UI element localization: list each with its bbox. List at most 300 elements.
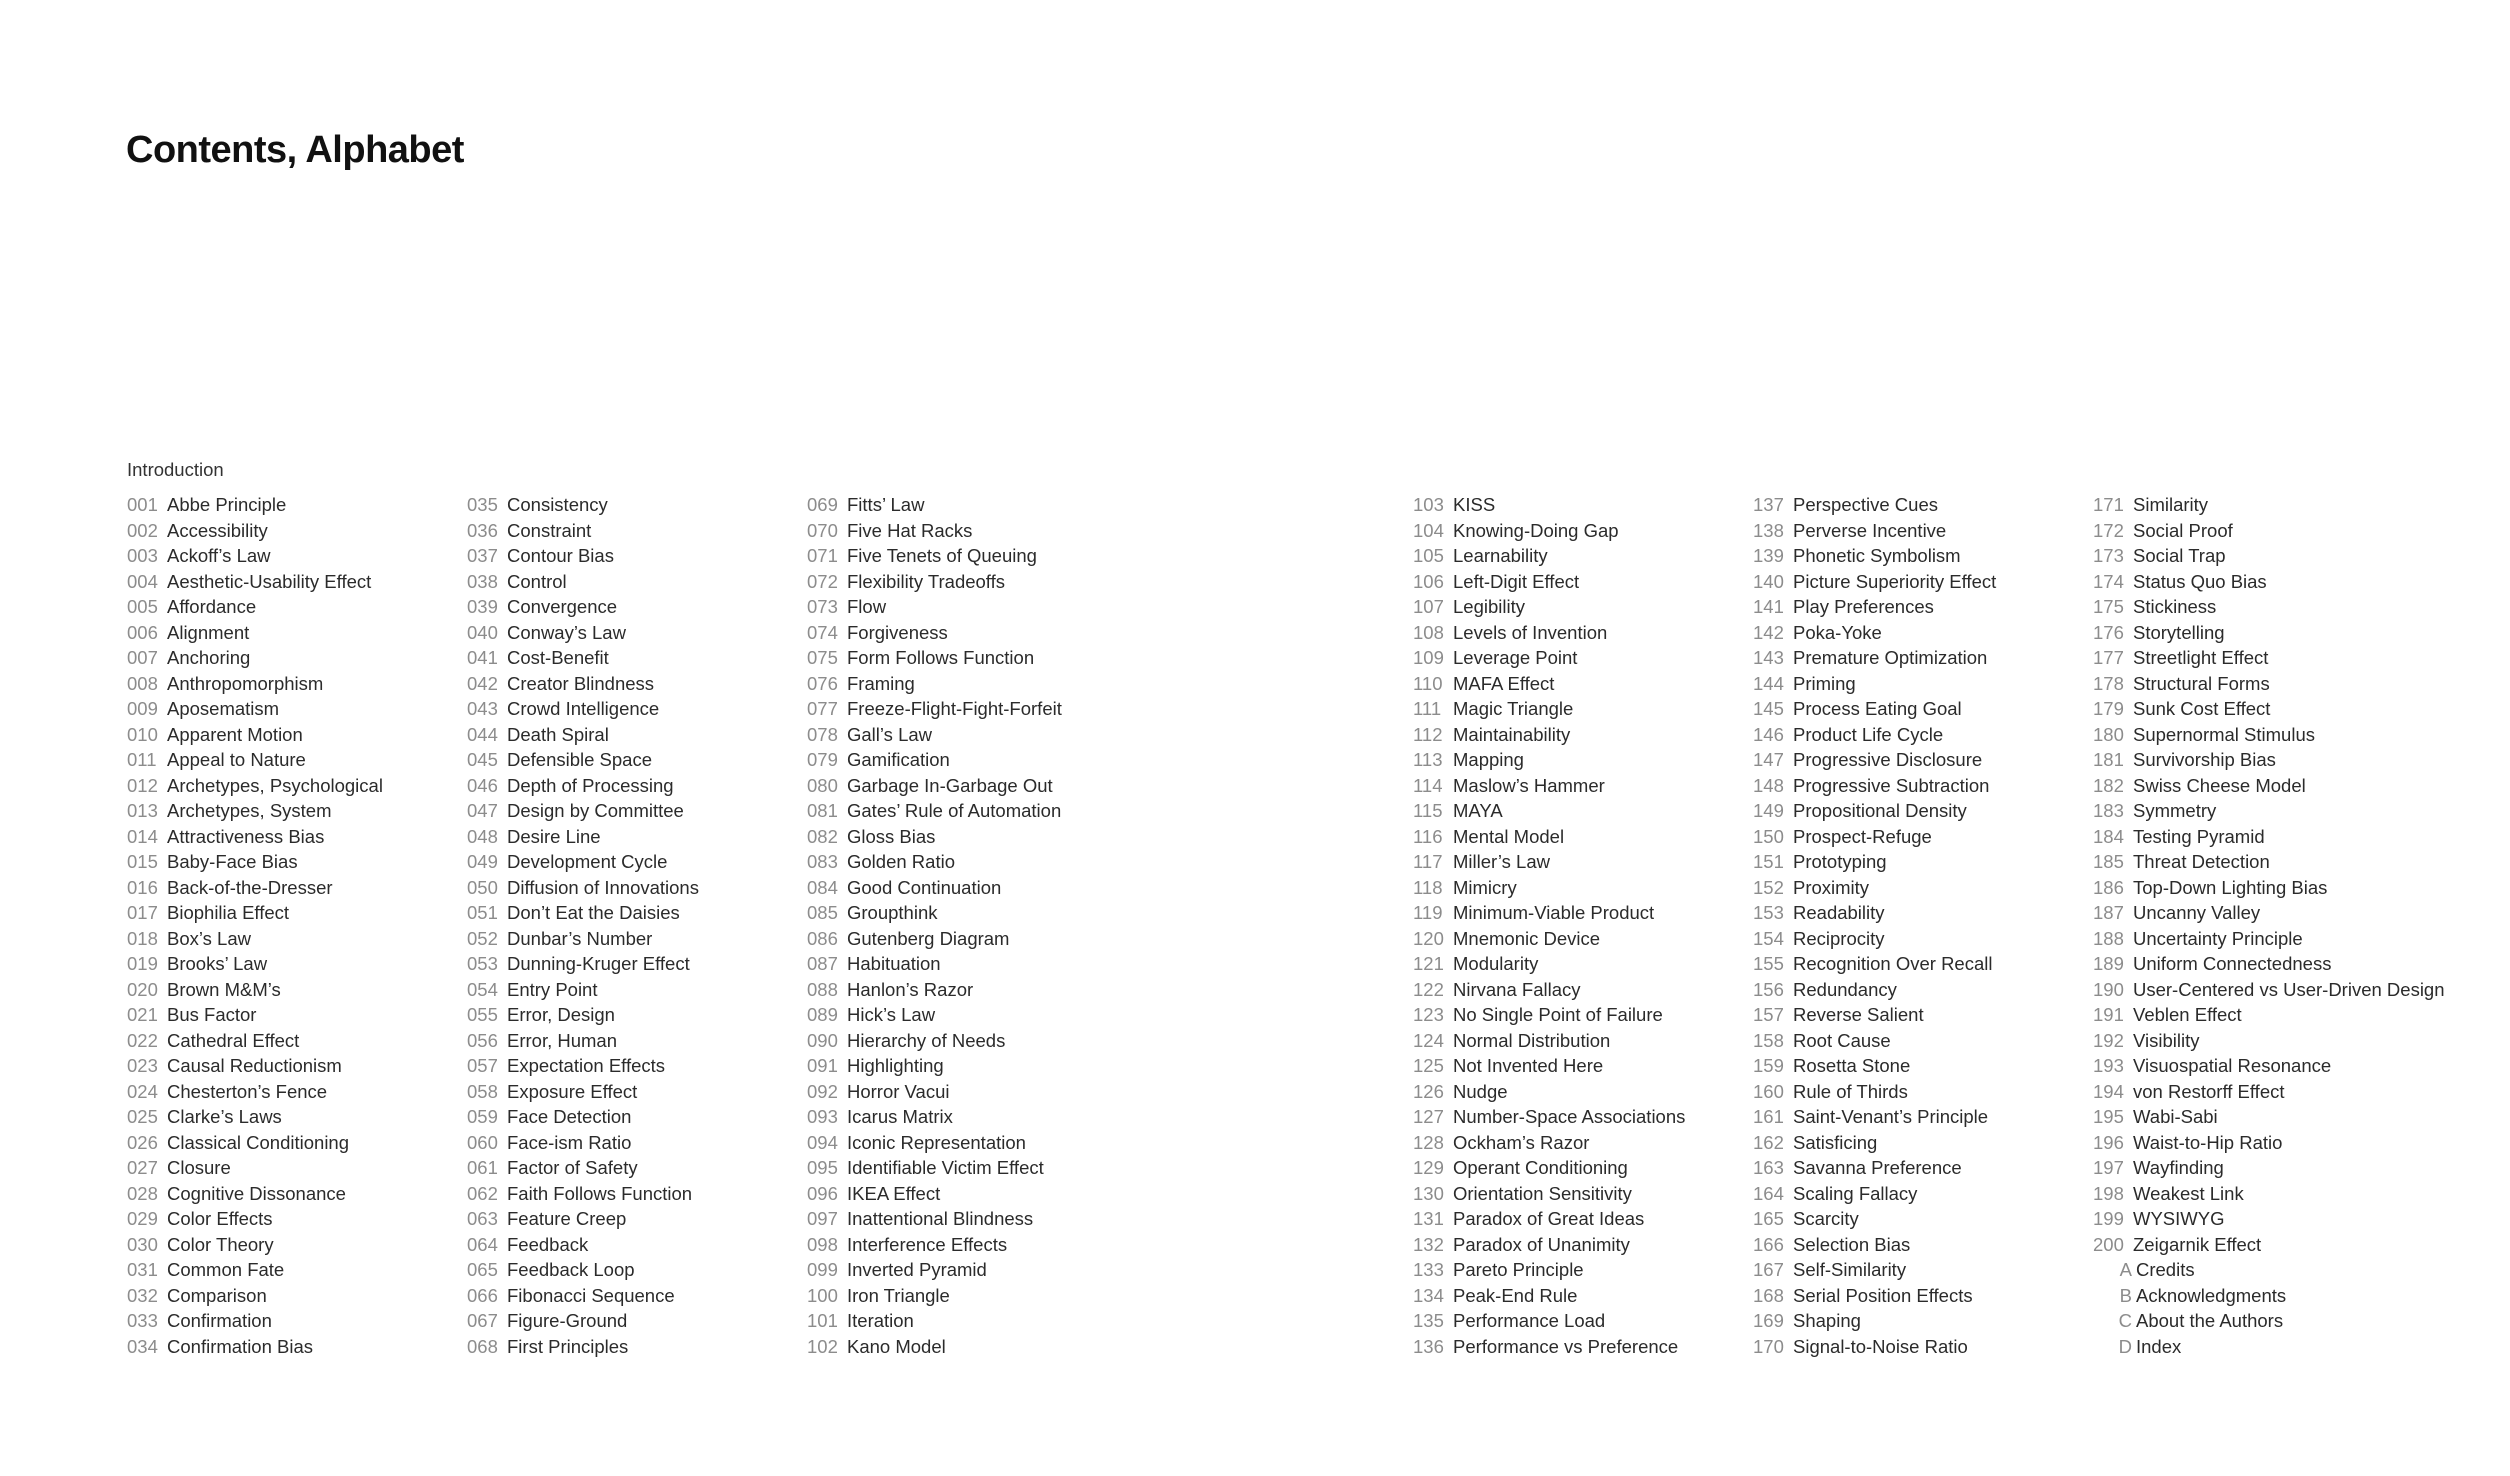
toc-entry[interactable] bbox=[1413, 1104, 1685, 1130]
toc-entry[interactable] bbox=[2093, 569, 2445, 595]
toc-entry[interactable] bbox=[1413, 849, 1685, 875]
toc-entry-title: Archetypes, System bbox=[167, 800, 332, 821]
toc-entry-number: 026 bbox=[127, 1131, 158, 1153]
toc-entry-title: Design by Committee bbox=[507, 800, 684, 821]
toc-entry[interactable] bbox=[1413, 696, 1685, 722]
toc-entry[interactable] bbox=[2093, 747, 2445, 773]
toc-entry[interactable] bbox=[807, 773, 1062, 799]
toc-entry-title: Acknowledgments bbox=[2136, 1284, 2287, 1306]
toc-entry-number: 158 bbox=[1753, 1029, 1784, 1051]
toc-entry[interactable] bbox=[2093, 518, 2445, 544]
toc-entry[interactable] bbox=[1753, 747, 1996, 773]
toc-entry[interactable] bbox=[127, 594, 383, 620]
toc-entry[interactable] bbox=[807, 594, 1062, 620]
toc-entry[interactable] bbox=[127, 849, 383, 875]
toc-entry[interactable] bbox=[1753, 875, 1996, 901]
toc-entry-title: Ockham’s Razor bbox=[1453, 1131, 1590, 1153]
toc-entry[interactable] bbox=[807, 620, 1062, 646]
toc-entry-title: Magic Triangle bbox=[1453, 698, 1574, 719]
toc-entry[interactable] bbox=[2093, 1283, 2445, 1309]
toc-entry[interactable] bbox=[1753, 773, 1996, 799]
toc-entry[interactable] bbox=[807, 1257, 1062, 1283]
toc-entry[interactable] bbox=[1413, 543, 1685, 569]
toc-entry-title: Index bbox=[2136, 1335, 2182, 1357]
toc-entry[interactable] bbox=[807, 722, 1062, 748]
toc-entry[interactable] bbox=[1413, 1053, 1685, 1079]
toc-entry[interactable] bbox=[467, 900, 699, 926]
toc-entry-title: Uncanny Valley bbox=[2133, 902, 2261, 923]
toc-entry[interactable] bbox=[467, 747, 699, 773]
toc-entry[interactable] bbox=[1753, 1181, 1996, 1207]
toc-column-3 bbox=[807, 492, 1062, 1359]
toc-entry-title: Comparison bbox=[167, 1284, 267, 1306]
toc-entry[interactable] bbox=[807, 977, 1062, 1003]
toc-entry[interactable] bbox=[807, 1334, 1062, 1360]
toc-entry[interactable] bbox=[467, 824, 699, 850]
toc-entry-number: 171 bbox=[2093, 494, 2124, 515]
toc-entry-title: Aesthetic-Usability Effect bbox=[167, 570, 372, 592]
toc-entry[interactable] bbox=[127, 1104, 383, 1130]
toc-entry-title: Nirvana Fallacy bbox=[1453, 978, 1581, 1000]
toc-entry[interactable] bbox=[467, 671, 699, 697]
toc-entry-number: 190 bbox=[2093, 978, 2124, 1000]
toc-entry[interactable] bbox=[127, 977, 383, 1003]
toc-entry[interactable] bbox=[1413, 1028, 1685, 1054]
toc-entry[interactable] bbox=[807, 1053, 1062, 1079]
toc-entry[interactable] bbox=[1413, 773, 1685, 799]
toc-entry[interactable] bbox=[1413, 1206, 1685, 1232]
toc-entry[interactable] bbox=[127, 900, 383, 926]
toc-entry[interactable] bbox=[2093, 1002, 2445, 1028]
toc-entry[interactable] bbox=[467, 620, 699, 646]
toc-entry[interactable] bbox=[1413, 1155, 1685, 1181]
toc-entry-number: 107 bbox=[1413, 596, 1444, 617]
toc-entry[interactable] bbox=[807, 951, 1062, 977]
toc-entry[interactable] bbox=[1753, 1053, 1996, 1079]
toc-entry[interactable] bbox=[807, 1130, 1062, 1156]
toc-entry-title: Shaping bbox=[1793, 1310, 1861, 1331]
toc-entry[interactable] bbox=[127, 569, 383, 595]
toc-entry[interactable] bbox=[2093, 875, 2445, 901]
toc-entry[interactable] bbox=[1753, 1104, 1996, 1130]
toc-entry[interactable] bbox=[2093, 671, 2445, 697]
toc-entry[interactable] bbox=[1413, 569, 1685, 595]
toc-entry-title: Control bbox=[507, 570, 567, 592]
toc-entry[interactable] bbox=[807, 824, 1062, 850]
toc-entry[interactable] bbox=[1413, 1308, 1685, 1334]
toc-entry[interactable] bbox=[127, 722, 383, 748]
toc-entry-title: Fibonacci Sequence bbox=[507, 1284, 675, 1306]
toc-entry[interactable] bbox=[807, 900, 1062, 926]
toc-entry[interactable] bbox=[1413, 900, 1685, 926]
toc-entry[interactable] bbox=[1753, 1206, 1996, 1232]
toc-entry-title: Top-Down Lighting Bias bbox=[2133, 876, 2328, 898]
toc-entry-number: 099 bbox=[807, 1259, 838, 1280]
toc-entry[interactable] bbox=[2093, 1028, 2445, 1054]
toc-entry[interactable] bbox=[467, 773, 699, 799]
toc-entry[interactable] bbox=[467, 1257, 699, 1283]
toc-entry[interactable] bbox=[2093, 1308, 2445, 1334]
toc-entry[interactable] bbox=[1413, 1257, 1685, 1283]
toc-entry[interactable] bbox=[1413, 492, 1685, 518]
toc-entry[interactable] bbox=[807, 696, 1062, 722]
toc-entry-number: 075 bbox=[807, 647, 838, 668]
toc-entry[interactable] bbox=[1753, 518, 1996, 544]
toc-entry-number: 112 bbox=[1413, 723, 1443, 745]
toc-entry-number: 137 bbox=[1753, 494, 1784, 515]
toc-entry[interactable] bbox=[467, 849, 699, 875]
toc-entry[interactable] bbox=[127, 1334, 383, 1360]
toc-entry[interactable] bbox=[2093, 1206, 2445, 1232]
toc-entry-title: Signal-to-Noise Ratio bbox=[1793, 1335, 1968, 1357]
toc-entry[interactable] bbox=[1753, 1257, 1996, 1283]
toc-entry[interactable] bbox=[467, 696, 699, 722]
toc-entry[interactable] bbox=[807, 1181, 1062, 1207]
toc-entry-title: Identifiable Victim Effect bbox=[847, 1157, 1044, 1178]
toc-entry-title: Play Preferences bbox=[1793, 596, 1934, 617]
toc-entry-title: Priming bbox=[1793, 672, 1856, 694]
toc-entry-title: Performance Load bbox=[1453, 1310, 1606, 1331]
toc-entry-title: Faith Follows Function bbox=[507, 1182, 693, 1204]
toc-entry-title: Pareto Principle bbox=[1453, 1259, 1584, 1280]
toc-entry-number: 073 bbox=[807, 596, 838, 617]
toc-entry[interactable] bbox=[467, 1283, 699, 1309]
toc-entry[interactable] bbox=[807, 798, 1062, 824]
toc-entry[interactable] bbox=[2093, 1053, 2445, 1079]
toc-entry[interactable] bbox=[2093, 543, 2445, 569]
toc-entry-title: Color Effects bbox=[167, 1208, 273, 1229]
toc-entry-title: Performance vs Preference bbox=[1453, 1335, 1679, 1357]
toc-entry[interactable] bbox=[2093, 1079, 2445, 1105]
toc-entry[interactable] bbox=[127, 645, 383, 671]
toc-entry[interactable] bbox=[807, 569, 1062, 595]
toc-entry-number: 087 bbox=[807, 953, 838, 974]
toc-entry[interactable] bbox=[467, 1028, 699, 1054]
toc-entry[interactable] bbox=[467, 1104, 699, 1130]
toc-entry[interactable] bbox=[467, 1155, 699, 1181]
toc-entry[interactable] bbox=[467, 926, 699, 952]
toc-entry[interactable] bbox=[127, 875, 383, 901]
toc-entry[interactable] bbox=[2093, 722, 2445, 748]
toc-entry-title: Selection Bias bbox=[1793, 1233, 1911, 1255]
toc-entry[interactable] bbox=[807, 492, 1062, 518]
toc-entry[interactable] bbox=[127, 824, 383, 850]
toc-entry[interactable] bbox=[807, 518, 1062, 544]
toc-entry[interactable] bbox=[467, 1308, 699, 1334]
toc-entry[interactable] bbox=[127, 773, 383, 799]
toc-entry-title: Defensible Space bbox=[507, 749, 653, 770]
toc-entry-number: 007 bbox=[127, 647, 158, 668]
toc-entry[interactable] bbox=[807, 1155, 1062, 1181]
toc-entry-number: 148 bbox=[1753, 774, 1784, 796]
toc-entry[interactable] bbox=[1753, 543, 1996, 569]
toc-entry[interactable] bbox=[807, 747, 1062, 773]
toc-entry[interactable] bbox=[807, 671, 1062, 697]
toc-entry[interactable] bbox=[127, 951, 383, 977]
toc-entry-number: 155 bbox=[1753, 953, 1784, 974]
toc-entry[interactable] bbox=[127, 1130, 383, 1156]
toc-entry[interactable] bbox=[1753, 1155, 1996, 1181]
toc-entry-title: Contour Bias bbox=[507, 545, 614, 566]
toc-entry[interactable] bbox=[467, 543, 699, 569]
toc-entry[interactable] bbox=[467, 1334, 699, 1360]
toc-entry-number: 160 bbox=[1753, 1080, 1784, 1102]
toc-entry[interactable] bbox=[1413, 1334, 1685, 1360]
toc-entry-title: Exposure Effect bbox=[507, 1080, 638, 1102]
toc-entry[interactable] bbox=[127, 518, 383, 544]
toc-entry[interactable] bbox=[2093, 849, 2445, 875]
toc-entry-title: Wabi-Sabi bbox=[2133, 1106, 2218, 1127]
toc-entry[interactable] bbox=[1753, 1130, 1996, 1156]
toc-entry[interactable] bbox=[1753, 926, 1996, 952]
toc-entry[interactable] bbox=[127, 492, 383, 518]
toc-entry[interactable] bbox=[807, 1104, 1062, 1130]
toc-entry[interactable] bbox=[1413, 875, 1685, 901]
toc-entry[interactable] bbox=[1413, 1283, 1685, 1309]
toc-entry[interactable] bbox=[807, 1308, 1062, 1334]
toc-entry[interactable] bbox=[2093, 492, 2445, 518]
toc-entry[interactable] bbox=[2093, 594, 2445, 620]
toc-entry[interactable] bbox=[127, 1206, 383, 1232]
toc-entry[interactable] bbox=[127, 1079, 383, 1105]
toc-entry[interactable] bbox=[2093, 1257, 2445, 1283]
toc-entry[interactable] bbox=[2093, 900, 2445, 926]
toc-entry[interactable] bbox=[1753, 900, 1996, 926]
toc-entry[interactable] bbox=[2093, 926, 2445, 952]
toc-entry[interactable] bbox=[467, 569, 699, 595]
toc-entry-number: 133 bbox=[1413, 1259, 1444, 1280]
toc-entry[interactable] bbox=[127, 1155, 383, 1181]
toc-entry[interactable] bbox=[807, 926, 1062, 952]
toc-entry-number: 095 bbox=[807, 1157, 838, 1178]
toc-entry-number: 146 bbox=[1753, 723, 1784, 745]
toc-entry-title: Confirmation Bias bbox=[167, 1335, 314, 1357]
toc-entry[interactable] bbox=[807, 1028, 1062, 1054]
toc-entry-title: Fitts’ Law bbox=[847, 494, 925, 515]
toc-entry[interactable] bbox=[127, 798, 383, 824]
toc-entry[interactable] bbox=[1413, 722, 1685, 748]
toc-entry-number: 036 bbox=[467, 519, 498, 541]
toc-entry[interactable] bbox=[807, 1002, 1062, 1028]
toc-entry[interactable] bbox=[1753, 1308, 1996, 1334]
toc-entry[interactable] bbox=[1753, 1028, 1996, 1054]
toc-entry-title: Progressive Disclosure bbox=[1793, 749, 1983, 770]
toc-entry[interactable] bbox=[127, 926, 383, 952]
toc-entry-title: Reverse Salient bbox=[1793, 1004, 1924, 1025]
toc-entry-title: Status Quo Bias bbox=[2133, 570, 2267, 592]
toc-entry-title: Constraint bbox=[507, 519, 592, 541]
toc-entry[interactable] bbox=[1413, 1181, 1685, 1207]
toc-entry[interactable] bbox=[127, 1002, 383, 1028]
toc-entry-number: 008 bbox=[127, 672, 158, 694]
toc-entry[interactable] bbox=[2093, 798, 2445, 824]
toc-entry[interactable] bbox=[1753, 722, 1996, 748]
toc-entry[interactable] bbox=[467, 1053, 699, 1079]
toc-entry-number: 015 bbox=[127, 851, 158, 872]
toc-entry[interactable] bbox=[127, 1028, 383, 1054]
toc-entry-number: 109 bbox=[1413, 647, 1444, 668]
toc-entry-number: 177 bbox=[2093, 647, 2124, 668]
toc-entry-number: 116 bbox=[1413, 825, 1443, 847]
toc-entry[interactable] bbox=[467, 518, 699, 544]
toc-entry[interactable] bbox=[807, 1283, 1062, 1309]
toc-entry-number: 185 bbox=[2093, 851, 2124, 872]
toc-entry[interactable] bbox=[807, 1079, 1062, 1105]
toc-entry-title: Product Life Cycle bbox=[1793, 723, 1944, 745]
toc-entry[interactable] bbox=[467, 645, 699, 671]
toc-entry[interactable] bbox=[2093, 1104, 2445, 1130]
toc-entry[interactable] bbox=[2093, 1232, 2445, 1258]
toc-entry[interactable] bbox=[127, 696, 383, 722]
toc-entry[interactable] bbox=[2093, 773, 2445, 799]
toc-entry-number: 053 bbox=[467, 953, 498, 974]
toc-entry[interactable] bbox=[1753, 594, 1996, 620]
toc-entry[interactable] bbox=[1753, 620, 1996, 646]
toc-entry-number: 068 bbox=[467, 1335, 498, 1357]
toc-entry-number: 067 bbox=[467, 1310, 498, 1331]
toc-entry-number: 077 bbox=[807, 698, 838, 719]
toc-entry-number: 184 bbox=[2093, 825, 2124, 847]
toc-entry[interactable] bbox=[1753, 645, 1996, 671]
toc-entry[interactable] bbox=[467, 594, 699, 620]
toc-entry[interactable] bbox=[1413, 1002, 1685, 1028]
toc-entry[interactable] bbox=[467, 875, 699, 901]
toc-entry[interactable] bbox=[1753, 569, 1996, 595]
toc-entry[interactable] bbox=[1753, 1079, 1996, 1105]
toc-entry[interactable] bbox=[1753, 1334, 1996, 1360]
toc-entry[interactable] bbox=[1753, 798, 1996, 824]
toc-entry[interactable] bbox=[2093, 1334, 2445, 1360]
toc-entry-number: 197 bbox=[2093, 1157, 2124, 1178]
toc-entry-number: 132 bbox=[1413, 1233, 1444, 1255]
toc-entry-title: Feedback Loop bbox=[507, 1259, 635, 1280]
toc-entry[interactable] bbox=[127, 543, 383, 569]
toc-entry-title: Iteration bbox=[847, 1310, 914, 1331]
toc-entry[interactable] bbox=[807, 543, 1062, 569]
toc-entry-number: 045 bbox=[467, 749, 498, 770]
toc-entry[interactable] bbox=[1413, 518, 1685, 544]
toc-entry[interactable] bbox=[467, 798, 699, 824]
toc-entry[interactable] bbox=[1753, 1283, 1996, 1309]
toc-entry[interactable] bbox=[467, 977, 699, 1003]
toc-entry-title: Stickiness bbox=[2133, 596, 2217, 617]
toc-entry[interactable] bbox=[2093, 645, 2445, 671]
toc-entry[interactable] bbox=[807, 875, 1062, 901]
toc-entry[interactable] bbox=[1413, 951, 1685, 977]
toc-entry[interactable] bbox=[1413, 1130, 1685, 1156]
toc-entry[interactable] bbox=[2093, 1181, 2445, 1207]
toc-entry[interactable] bbox=[1413, 645, 1685, 671]
toc-entry[interactable] bbox=[1753, 951, 1996, 977]
toc-entry[interactable] bbox=[1413, 620, 1685, 646]
toc-entry[interactable] bbox=[467, 1079, 699, 1105]
toc-entry[interactable] bbox=[1413, 798, 1685, 824]
toc-entry-number: 121 bbox=[1413, 953, 1444, 974]
toc-entry[interactable] bbox=[1753, 1002, 1996, 1028]
toc-entry-number: 078 bbox=[807, 723, 838, 745]
intro-entry: Introduction bbox=[127, 459, 224, 480]
toc-entry[interactable] bbox=[2093, 951, 2445, 977]
toc-entry[interactable] bbox=[1753, 492, 1996, 518]
toc-entry-number: 056 bbox=[467, 1029, 498, 1051]
toc-entry[interactable] bbox=[467, 1232, 699, 1258]
toc-entry[interactable] bbox=[807, 849, 1062, 875]
toc-entry[interactable] bbox=[807, 1232, 1062, 1258]
toc-entry[interactable] bbox=[127, 620, 383, 646]
toc-entry[interactable] bbox=[807, 645, 1062, 671]
toc-entry-number: 101 bbox=[807, 1310, 838, 1331]
toc-entry-number: 033 bbox=[127, 1310, 158, 1331]
toc-entry[interactable] bbox=[127, 747, 383, 773]
toc-entry-title: von Restorff Effect bbox=[2133, 1080, 2285, 1102]
toc-entry[interactable] bbox=[127, 671, 383, 697]
toc-entry[interactable] bbox=[467, 1002, 699, 1028]
toc-entry-title: Satisficing bbox=[1793, 1131, 1878, 1153]
toc-entry[interactable] bbox=[1413, 747, 1685, 773]
toc-entry-number: 057 bbox=[467, 1055, 498, 1076]
toc-entry[interactable] bbox=[1753, 671, 1996, 697]
toc-entry-title: Entry Point bbox=[507, 978, 598, 1000]
toc-entry[interactable] bbox=[1413, 824, 1685, 850]
toc-entry[interactable] bbox=[467, 951, 699, 977]
toc-entry[interactable] bbox=[2093, 824, 2445, 850]
toc-entry[interactable] bbox=[1413, 594, 1685, 620]
toc-entry-number: 200 bbox=[2093, 1233, 2124, 1255]
toc-entry[interactable] bbox=[1413, 671, 1685, 697]
toc-entry-title: Poka-Yoke bbox=[1793, 621, 1882, 643]
toc-entry[interactable] bbox=[127, 1053, 383, 1079]
toc-entry-number: 010 bbox=[127, 723, 158, 745]
toc-entry[interactable] bbox=[467, 492, 699, 518]
toc-entry-title: Expectation Effects bbox=[507, 1055, 666, 1076]
toc-entry[interactable] bbox=[1413, 1232, 1685, 1258]
toc-entry-title: Baby-Face Bias bbox=[167, 851, 298, 872]
toc-entry[interactable] bbox=[2093, 620, 2445, 646]
toc-entry[interactable] bbox=[127, 1181, 383, 1207]
toc-entry[interactable] bbox=[1753, 696, 1996, 722]
toc-entry[interactable] bbox=[127, 1283, 383, 1309]
toc-entry[interactable] bbox=[1753, 977, 1996, 1003]
toc-entry-title: Waist-to-Hip Ratio bbox=[2133, 1131, 2283, 1153]
toc-entry[interactable] bbox=[2093, 977, 2445, 1003]
toc-entry[interactable] bbox=[2093, 1130, 2445, 1156]
toc-entry-number: 017 bbox=[127, 902, 158, 923]
toc-entry[interactable] bbox=[467, 722, 699, 748]
toc-entry[interactable] bbox=[1413, 977, 1685, 1003]
toc-entry-title: Levels of Invention bbox=[1453, 621, 1608, 643]
toc-entry[interactable] bbox=[127, 1232, 383, 1258]
toc-entry[interactable] bbox=[467, 1130, 699, 1156]
toc-entry[interactable] bbox=[467, 1206, 699, 1232]
toc-entry[interactable] bbox=[1413, 1079, 1685, 1105]
toc-entry[interactable] bbox=[1753, 824, 1996, 850]
toc-entry-number: D bbox=[2118, 1335, 2132, 1357]
toc-entry[interactable] bbox=[1413, 926, 1685, 952]
toc-entry[interactable] bbox=[127, 1308, 383, 1334]
toc-entry[interactable] bbox=[467, 1181, 699, 1207]
toc-entry[interactable] bbox=[127, 1257, 383, 1283]
toc-entry[interactable] bbox=[2093, 1155, 2445, 1181]
toc-entry[interactable] bbox=[807, 1206, 1062, 1232]
toc-entry-title: Color Theory bbox=[167, 1233, 274, 1255]
toc-entry-title: Feedback bbox=[507, 1233, 589, 1255]
toc-entry-title: Closure bbox=[167, 1157, 231, 1178]
toc-entry-title: Feature Creep bbox=[507, 1208, 627, 1229]
toc-entry-title: Development Cycle bbox=[507, 851, 668, 872]
toc-entry[interactable] bbox=[1753, 849, 1996, 875]
toc-entry[interactable] bbox=[1753, 1232, 1996, 1258]
toc-entry[interactable] bbox=[2093, 696, 2445, 722]
